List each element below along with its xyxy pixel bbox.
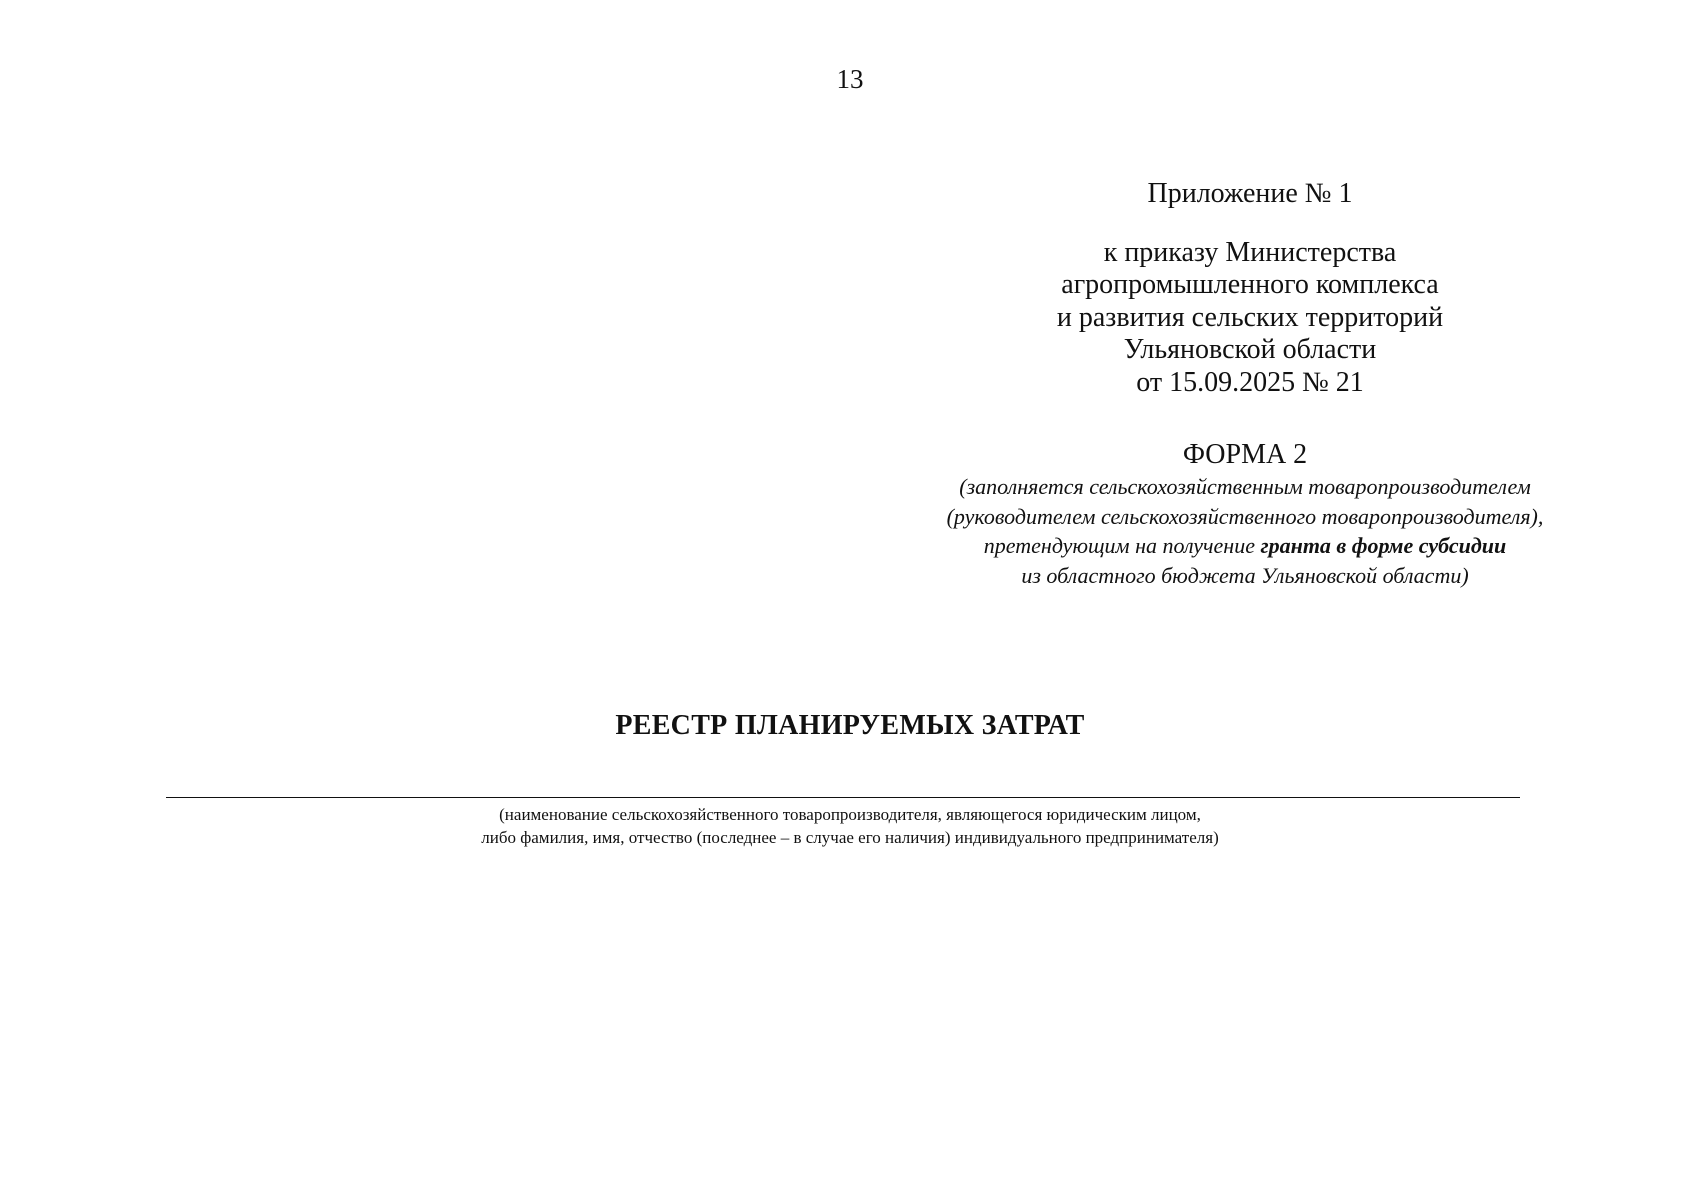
applicant-name-line bbox=[166, 797, 1520, 798]
form-note-line: (руководителем сельскохозяйственного товаропроизводителя), bbox=[946, 503, 1544, 529]
appendix-order-date: от 15.09.2025 № 21 bbox=[1136, 366, 1364, 398]
caption-line: (наименование сельскохозяйственного товаропроизводителя, являющегося юридическим лицом, bbox=[499, 805, 1201, 824]
form-note-text: претендующим на получение bbox=[983, 533, 1261, 558]
form-note bbox=[870, 472, 1620, 590]
page-number: 13 bbox=[836, 64, 864, 94]
appendix-title: Приложение № 1 bbox=[1147, 178, 1353, 209]
form-note-line: (заполняется сельскохозяйственным товаропроизводителем bbox=[959, 474, 1531, 499]
form-note-line bbox=[870, 531, 1620, 561]
appendix-line: агропромышленного комплекса bbox=[1061, 269, 1439, 300]
appendix-line: к приказу Министерства bbox=[1103, 236, 1397, 268]
appendix-header bbox=[1020, 178, 1480, 399]
caption-line: либо фамилия, имя, отчество (последнее – в случае его наличия) индивидуального предпринимателя) bbox=[481, 828, 1219, 847]
applicant-name-caption bbox=[300, 803, 1400, 849]
form-note-emphasis: гранта в форме субсидии bbox=[1260, 533, 1507, 558]
form-note-line: из областного бюджета Ульяновской области) bbox=[1021, 562, 1469, 588]
appendix-line: и развития сельских территорий bbox=[1056, 301, 1444, 333]
form-header bbox=[870, 438, 1620, 590]
form-title: ФОРМА 2 bbox=[1182, 439, 1308, 470]
appendix-line: Ульяновской области bbox=[1123, 334, 1377, 365]
register-title: РЕЕСТР ПЛАНИРУЕМЫХ ЗАТРАТ bbox=[615, 710, 1085, 741]
